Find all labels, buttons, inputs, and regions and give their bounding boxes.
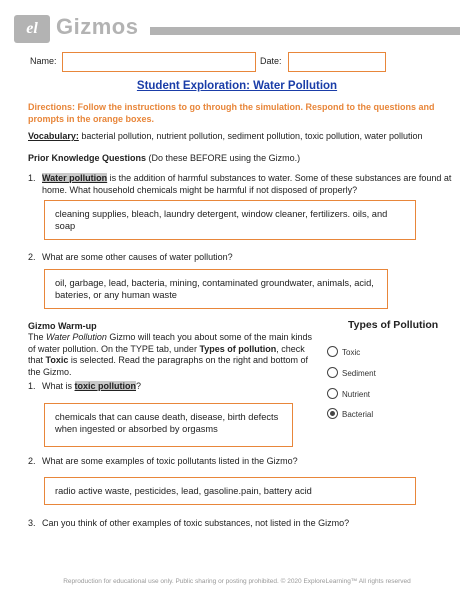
warmup-text-1: The <box>28 332 47 342</box>
pk-q1-term: Water pollution <box>42 173 108 183</box>
warmup-heading: Gizmo Warm-up <box>28 321 97 331</box>
option-nutrient-label: Nutrient <box>342 390 371 399</box>
pk-q1-answer-box[interactable]: cleaning supplies, bleach, laundry detergent, window cleaner, fertilizers. oils, and soap <box>44 200 416 240</box>
warmup-gizmo-name: Water Pollution <box>46 332 107 342</box>
warmup-toxic-term: Toxic <box>45 355 69 365</box>
radio-sediment[interactable] <box>327 367 338 378</box>
name-field[interactable] <box>62 52 256 72</box>
page-title: Student Exploration: Water Pollution <box>136 80 338 92</box>
prior-knowledge-heading <box>28 153 458 165</box>
pk-q1-number: 1. <box>28 173 36 183</box>
wu-q1-text <box>42 381 302 393</box>
radio-toxic[interactable] <box>327 346 338 357</box>
option-bacterial-label: Bacterial <box>342 410 374 419</box>
header-band <box>150 27 460 35</box>
types-of-pollution-title: Types of Pollution <box>348 319 439 331</box>
pk-q1-text <box>42 173 452 196</box>
warmup-types-term: Types of pollution <box>199 343 277 354</box>
vocabulary-terms: bacterial pollution, nutrient pollution, sediment pollution, toxic pollution, water pollution <box>78 131 423 141</box>
warmup-text-2: Gizmo will teach you about some of the main kinds of water pollution. On the TYPE tab, under <box>28 332 312 354</box>
option-toxic-label: Toxic <box>342 348 361 357</box>
logo-mark: el <box>26 20 38 37</box>
prior-knowledge-title: Prior Knowledge Questions <box>28 153 147 163</box>
prior-knowledge-note: (Do these BEFORE using the Gizmo.) <box>146 153 301 163</box>
pk-q1-body: is the addition of harmful substances to water. Some of these substances are found at home. What household chemicals might be harmful if not disposed of properly? <box>42 173 452 195</box>
logo-text: Gizmos <box>56 14 139 39</box>
wu-q2-text: What are some examples of toxic pollutants listed in the Gizmo? <box>42 456 298 466</box>
warmup-paragraph <box>28 332 318 378</box>
footer-copyright: Reproduction for educational use only. Public sharing or posting prohibited. © 2020 ExploreLearning™ All rights reserved <box>63 578 411 585</box>
wu-q1-post: ? <box>136 381 142 391</box>
vocabulary-label: Vocabulary: <box>28 131 79 141</box>
wu-q1-term: toxic pollution <box>74 381 137 391</box>
warmup-text-3: , check that <box>28 343 305 365</box>
wu-q1-answer-box[interactable]: chemicals that can cause death, disease, birth defects when ingested or absorbed by orgasms <box>44 403 293 447</box>
pk-q2-text: What are some other causes of water pollution? <box>42 252 233 262</box>
option-sediment-label: Sediment <box>342 369 376 378</box>
gizmos-logo-icon <box>14 15 50 43</box>
radio-nutrient[interactable] <box>327 388 338 399</box>
vocabulary <box>28 131 458 143</box>
wu-q1-number: 1. <box>28 381 36 391</box>
pk-q2-answer-box[interactable]: oil, garbage, lead, bacteria, mining, contaminated groundwater, animals, acid, bateries, or any human waste <box>44 269 388 309</box>
wu-q3-text: Can you think of other examples of toxic substances, not listed in the Gizmo? <box>42 518 350 528</box>
radio-bacterial[interactable] <box>327 408 338 419</box>
wu-q2-answer-box[interactable]: radio active waste, pesticides, lead, gasoline.pain, battery acid <box>44 477 416 505</box>
date-label: Date: <box>260 56 282 66</box>
wu-q2-number: 2. <box>28 456 36 466</box>
date-field[interactable] <box>288 52 386 72</box>
name-label: Name: <box>30 56 57 66</box>
pk-q2-number: 2. <box>28 252 36 262</box>
wu-q1-pre: What is <box>42 381 75 391</box>
directions: Directions: Follow the instructions to go through the simulation. Respond to the questions and prompts in the orange boxes. <box>28 102 435 124</box>
warmup-text-4: is selected. Read the paragraphs on the right and bottom of the Gizmo. <box>28 355 309 377</box>
wu-q3-number: 3. <box>28 518 36 528</box>
